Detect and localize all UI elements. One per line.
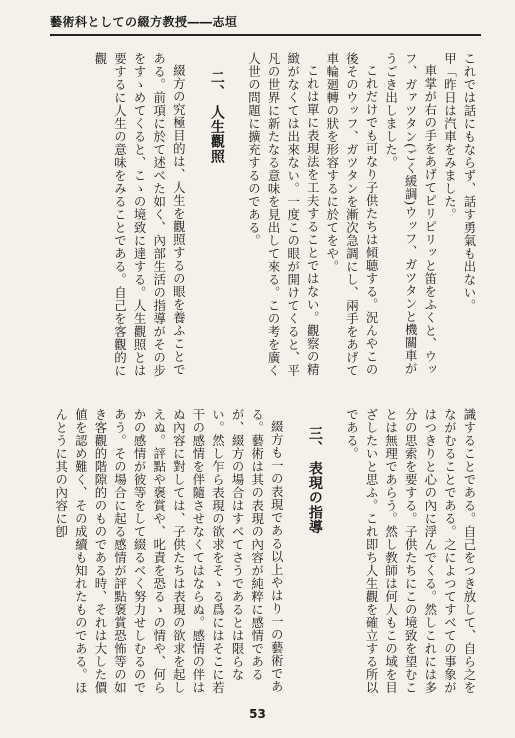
paragraph: これは單に表現法を工夫することではない。觀察の精緻がなくては出來ない。一度この眼が開けてくると、平凡の世界に新たなる意味を見出して來る。この考を廣く人世の問題に擴充するのである。 [246,52,321,377]
section-title: 人生觀照 [208,105,225,164]
dialogue-line: 甲「昨日は汽車をみました。 [442,52,458,221]
paragraph: これだけでも可なり子供たちは傾聴する。況んやこの後そのウッフ、ガツタンを漸次急調にし、兩手をあげて車輪廻轉の狀を形容するに於てをや。 [324,52,380,377]
paragraph: これでは話にもならず、話す勇氣も出ない。 [462,52,477,312]
section-number: 二、 [208,70,225,100]
section-title: 表現の指導 [306,461,323,535]
paragraph: 綴方も一の表現である以上やはり一の藝術である。藝術は其の表現の內容が純粹に感情であるが、綴方の場合はすべてさうであるとは限らない。然し乍ら表現の欲求をそゝる爲にはそこに若干の感情を伴隨させなくてはならぬ。感情の伴はぬ內容に對しては、子供たちは表現の欲求を起しえぬ。評點や褒賞や、叱責を恐るゝの情や、何らかの感情が彼等をして綴るべく努力せしむるのであう。その場合に起る感情が評點褒賞恐怖等の如き客觀的階隙的のものである時、それは大した價値を認め難く、その成續も知れたものである。ほんとうに其の內容に卽 [53,408,285,694]
section-heading-2 [206,52,226,382]
header-rule [50,34,481,36]
running-header: 藝術科としての綴方教授――志垣 [50,15,238,29]
section-number: 三、 [306,426,323,456]
lower-text-block [33,408,479,694]
section-heading-3 [304,408,324,694]
upper-text-block [33,52,479,382]
page-number: 53 [249,707,266,721]
paragraph: 識することである。自己をつき放して、自ら之をながむることである。之によつてすべての事象がはつきりと心の內に浮んでくる。然しこれには多分の思索を要する。子供たちにこの境致を望むことは無理であらう。然し教師は何人もこの域を目ざしたいと思ふ。これ即ち人生觀を確立する所以である。 [344,408,477,694]
paragraph: 綴方の究極目的は、人生を觀照するの眼を養ふことである。前項に於て述べた如く、內部生活の指導がその步をすゝめてくると、こゝの境致に達する。人生觀照とは要するに人生の意味をみることである。自己を客觀的に觀 [92,52,187,377]
paragraph: 車掌が右の手をあげてピリピリッと笛をふくと、ウッフ、ガァツタン(ごく緩調)ウッフ、ガツタンと機關車がうごき出しました。 [383,52,438,377]
